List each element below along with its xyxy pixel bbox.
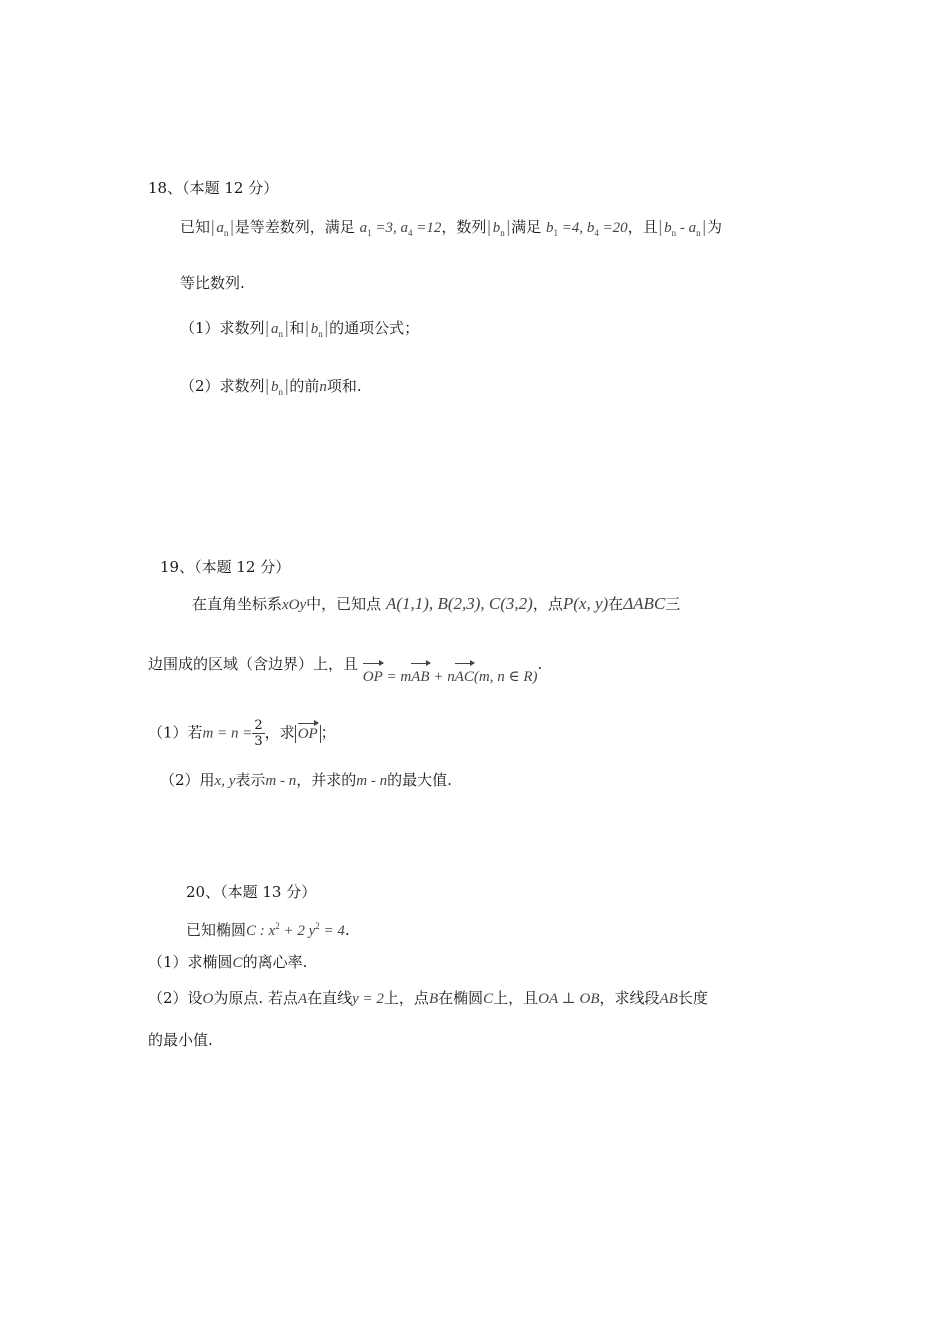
seq-a: $a_n$ bbox=[216, 220, 229, 238]
q20-part2: （2）设O为原点. 若点A在直线y = 2上，点B在椭圆C上，且OA ⊥ OB，求线段AB长度 bbox=[148, 989, 708, 1007]
q20-line1: 已知椭圆C : $x^2 + 2$ $y^2 = 4$. bbox=[186, 921, 350, 939]
q19-part2: （2）用x, y表示m - n，并求的m - n的最大值. bbox=[160, 771, 452, 789]
q18-header: 18、（本题 12 分） bbox=[148, 179, 279, 197]
formula-a1-a4: $a_1 =3$, $a_4 =12$ bbox=[359, 220, 442, 238]
q19-part1: （1）若m = n = $\frac{2}{3}$ ，求 OP ； bbox=[148, 718, 336, 749]
q18-line2: 等比数列. bbox=[180, 274, 245, 292]
q19-line1: 在直角坐标系xOy中，已知点 A(1,1), B(2,3), C(3,2)，点P(x, y)在ΔABC三 bbox=[192, 594, 681, 613]
formula-b1-b4: $b_1 =4$, $b_4 =20$ bbox=[545, 220, 628, 238]
fraction-two-thirds: $\frac{2}{3}$ bbox=[254, 718, 263, 749]
q18-line1: 已知$|a_n|$是等差数列，满足 $a_1 =3$, $a_4 =12$，数列$|b_n|$满足 $b_1 =4$, $b_4 =20$，且$|b_n - a_n|$为 bbox=[180, 215, 722, 245]
q18-part1: （1）求数列$|a_n|$和$|b_n|$的通项公式； bbox=[180, 318, 420, 339]
q18-part2: （2）求数列$|b_n|$的前n项和. bbox=[180, 376, 362, 397]
q19-header: 19、（本题 12 分） bbox=[160, 558, 291, 576]
q20-part2-cont: 的最小值. bbox=[148, 1031, 213, 1049]
vector-equation: OP = mAB + nAC(m, n ∈ R) bbox=[363, 669, 538, 685]
points-abc: A(1,1), B(2,3), C(3,2) bbox=[385, 594, 533, 613]
q20-header: 20、（本题 13 分） bbox=[186, 883, 317, 901]
q19-line2: 边围成的区域（含边界）上，且 OP = mAB + nAC(m, n ∈ R). bbox=[148, 652, 542, 677]
q20-part1: （1）求椭圆C的离心率. bbox=[148, 953, 308, 971]
seq-b-minus-a: $b_n - a_n$ bbox=[664, 220, 701, 238]
seq-b: $b_n$ bbox=[492, 220, 505, 238]
ellipse-equation: C : $x^2 + 2$ $y^2 = 4$ bbox=[246, 921, 345, 939]
